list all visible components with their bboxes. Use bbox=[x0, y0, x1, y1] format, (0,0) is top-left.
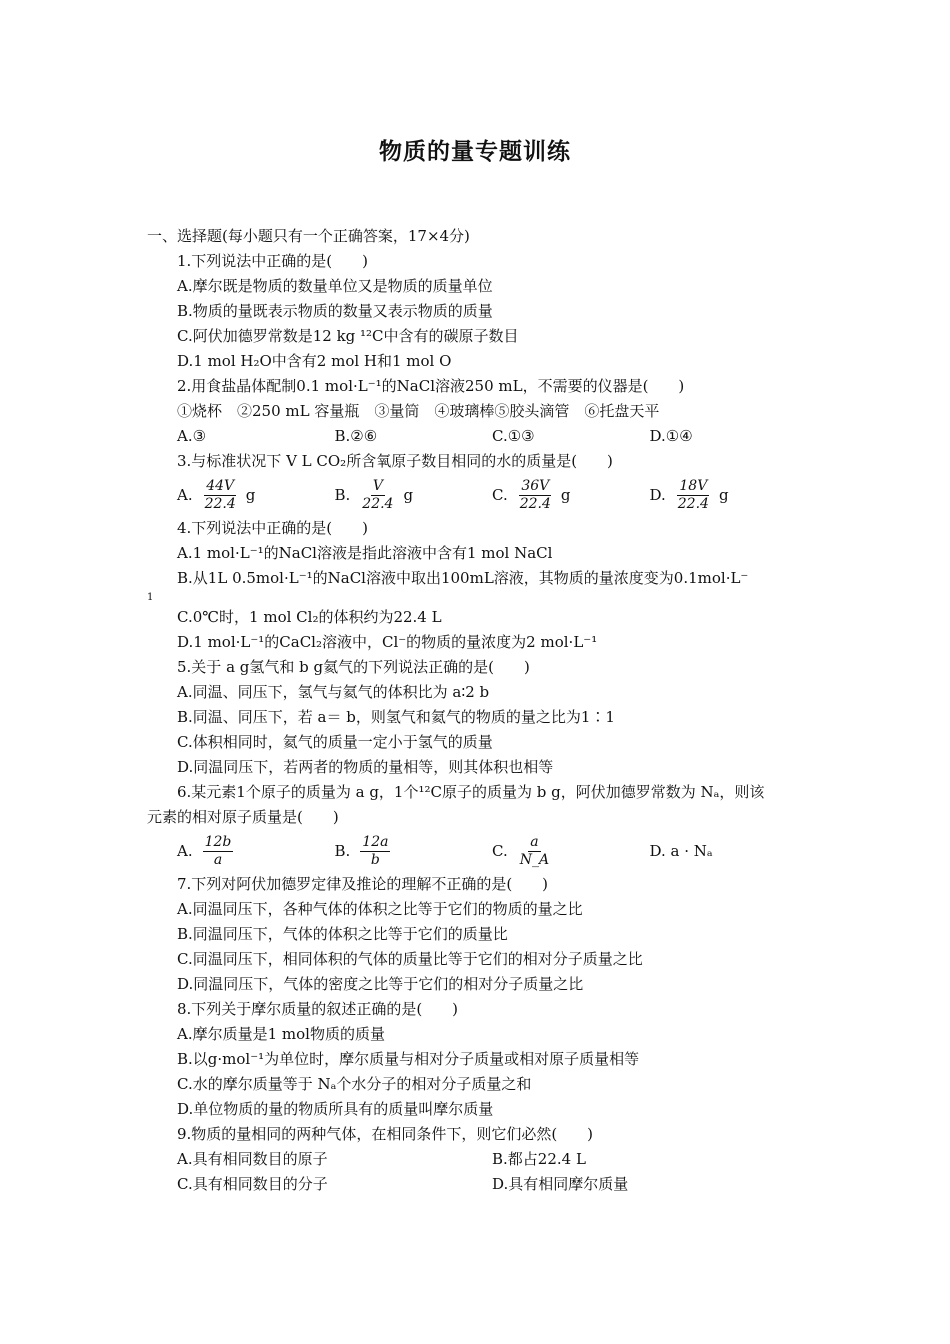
q1-stem: 1.下列说法中正确的是( ) bbox=[177, 252, 369, 270]
numerator: 36V bbox=[521, 477, 550, 494]
option-label: D. bbox=[649, 486, 666, 504]
numerator: 18V bbox=[679, 477, 708, 494]
q1-option-a: A.摩尔既是物质的数量单位又是物质的质量单位 bbox=[177, 277, 493, 295]
denominator: b bbox=[370, 851, 380, 868]
fraction bbox=[203, 478, 238, 513]
q6-stem: 6.某元素1个原子的质量为 a g，1个¹²C原子的质量为 b g，阿伏加德罗常数为 Nₐ，则该 bbox=[177, 783, 765, 801]
q5-option-b: B.同温、同压下，若 a＝ b，则氢气和氦气的物质的量之比为1∶1 bbox=[177, 708, 615, 726]
q4-option-c: C.0℃时，1 mol Cl₂的体积约为22.4 L bbox=[177, 608, 442, 626]
fraction bbox=[676, 478, 711, 513]
page-title: 物质的量专题训练 bbox=[379, 139, 571, 165]
q7-stem: 7.下列对阿伏加德罗定律及推论的理解不正确的是( ) bbox=[177, 875, 549, 893]
q6-option-c bbox=[492, 834, 650, 869]
q8-option-c: C.水的摩尔质量等于 Nₐ个水分子的相对分子质量之和 bbox=[177, 1075, 532, 1093]
q9-stem: 9.物质的量相同的两种气体，在相同条件下，则它们必然( ) bbox=[177, 1125, 594, 1143]
unit: g bbox=[403, 486, 414, 504]
q2-option-a: A.③ bbox=[177, 427, 207, 445]
q2-options bbox=[147, 424, 807, 449]
fraction bbox=[518, 834, 551, 869]
q3-option-b bbox=[335, 478, 493, 513]
q6-option-d bbox=[650, 842, 808, 860]
q8-stem: 8.下列关于摩尔质量的叙述正确的是( ) bbox=[177, 1000, 459, 1018]
q5-option-d: D.同温同压下，若两者的物质的量相等，则其体积也相等 bbox=[177, 758, 554, 776]
q9-option-a: A.具有相同数目的原子 bbox=[177, 1150, 328, 1168]
numerator: 44V bbox=[206, 477, 235, 494]
fraction bbox=[360, 834, 390, 869]
q7-option-b: B.同温同压下，气体的体积之比等于它们的质量比 bbox=[177, 925, 508, 943]
numerator: 12a bbox=[362, 833, 389, 850]
q5-stem: 5.关于 a g氢气和 b g氦气的下列说法正确的是( ) bbox=[177, 658, 530, 676]
denominator: 22.4 bbox=[204, 495, 236, 512]
q7-option-d: D.同温同压下，气体的密度之比等于它们的相对分子质量之比 bbox=[177, 975, 584, 993]
q2-option-d: D.①④ bbox=[649, 427, 693, 445]
denominator: a bbox=[213, 851, 223, 868]
q2-option-b: B.②⑥ bbox=[334, 427, 378, 445]
denominator: 22.4 bbox=[677, 495, 709, 512]
q4-option-b-wrap: 1 bbox=[147, 592, 154, 603]
q9-option-b: B.都占22.4 L bbox=[492, 1150, 586, 1168]
section-heading: 一、选择题(每小题只有一个正确答案，17×4分) bbox=[147, 227, 470, 245]
fraction bbox=[518, 478, 553, 513]
option-label: B. bbox=[334, 842, 351, 860]
q3-option-c bbox=[492, 478, 650, 513]
q1-option-d: D.1 mol H₂O中含有2 mol H和1 mol O bbox=[177, 352, 452, 370]
option-label: C. bbox=[492, 842, 508, 860]
q2-stem: 2.用食盐晶体配制0.1 mol·L⁻¹的NaCl溶液250 mL，不需要的仪器是( ) bbox=[177, 377, 685, 395]
q7-option-c: C.同温同压下，相同体积的气体的质量比等于它们的相对分子质量之比 bbox=[177, 950, 643, 968]
option-label: B. bbox=[334, 486, 351, 504]
q6-option-a bbox=[177, 834, 335, 869]
q7-option-a: A.同温同压下，各种气体的体积之比等于它们的物质的量之比 bbox=[177, 900, 583, 918]
q9-option-d: D.具有相同摩尔质量 bbox=[492, 1175, 629, 1193]
q3-option-d bbox=[650, 478, 808, 513]
q9-options-row2 bbox=[147, 1172, 807, 1197]
q9-options-row1 bbox=[147, 1147, 807, 1172]
q8-option-d: D.单位物质的量的物质所具有的质量叫摩尔质量 bbox=[177, 1100, 494, 1118]
q3-stem: 3.与标准状况下 V L CO₂所含氧原子数目相同的水的质量是( ) bbox=[177, 452, 613, 470]
option-text: D. a · Nₐ bbox=[649, 842, 713, 860]
fraction bbox=[203, 834, 234, 869]
denominator: 22.4 bbox=[362, 495, 394, 512]
numerator: V bbox=[372, 477, 383, 494]
numerator: 12b bbox=[204, 833, 232, 850]
option-label: C. bbox=[492, 486, 508, 504]
q5-option-c: C.体积相同时，氦气的质量一定小于氢气的质量 bbox=[177, 733, 493, 751]
q2-option-c: C.①③ bbox=[492, 427, 535, 445]
unit: g bbox=[560, 486, 571, 504]
q6-stem-continued: 元素的相对原子质量是( ) bbox=[147, 808, 339, 826]
denominator: 22.4 bbox=[519, 495, 551, 512]
unit: g bbox=[245, 486, 256, 504]
q3-options bbox=[147, 474, 807, 516]
fraction bbox=[360, 478, 395, 513]
q8-option-b: B.以g·mol⁻¹为单位时，摩尔质量与相对分子质量或相对原子质量相等 bbox=[177, 1050, 640, 1068]
q5-option-a: A.同温、同压下，氢气与氦气的体积比为 a∶2 b bbox=[177, 683, 490, 701]
q6-option-b bbox=[335, 834, 493, 869]
q3-option-a bbox=[177, 478, 335, 513]
question-list bbox=[147, 224, 807, 1197]
q4-option-a: A.1 mol·L⁻¹的NaCl溶液是指此溶液中含有1 mol NaCl bbox=[177, 544, 553, 562]
denominator: N_A bbox=[519, 851, 550, 868]
q8-option-a: A.摩尔质量是1 mol物质的质量 bbox=[177, 1025, 385, 1043]
q2-items: ①烧杯 ②250 mL 容量瓶 ③量筒 ④玻璃棒⑤胶头滴管 ⑥托盘天平 bbox=[177, 402, 660, 420]
q9-option-c: C.具有相同数目的分子 bbox=[177, 1175, 328, 1193]
option-label: A. bbox=[177, 842, 193, 860]
numerator: a bbox=[530, 833, 539, 850]
q1-option-b: B.物质的量既表示物质的数量又表示物质的质量 bbox=[177, 302, 493, 320]
q6-options bbox=[147, 830, 807, 872]
q4-option-b: B.从1L 0.5mol·L⁻¹的NaCl溶液中取出100mL溶液，其物质的量浓度变为0.1mol·L⁻ bbox=[177, 569, 749, 587]
unit: g bbox=[718, 486, 729, 504]
q4-option-d: D.1 mol·L⁻¹的CaCl₂溶液中，Cl⁻的物质的量浓度为2 mol·L⁻¹ bbox=[177, 633, 598, 651]
option-label: A. bbox=[177, 486, 193, 504]
q1-option-c: C.阿伏加德罗常数是12 kg ¹²C中含有的碳原子数目 bbox=[177, 327, 519, 345]
q4-stem: 4.下列说法中正确的是( ) bbox=[177, 519, 369, 537]
